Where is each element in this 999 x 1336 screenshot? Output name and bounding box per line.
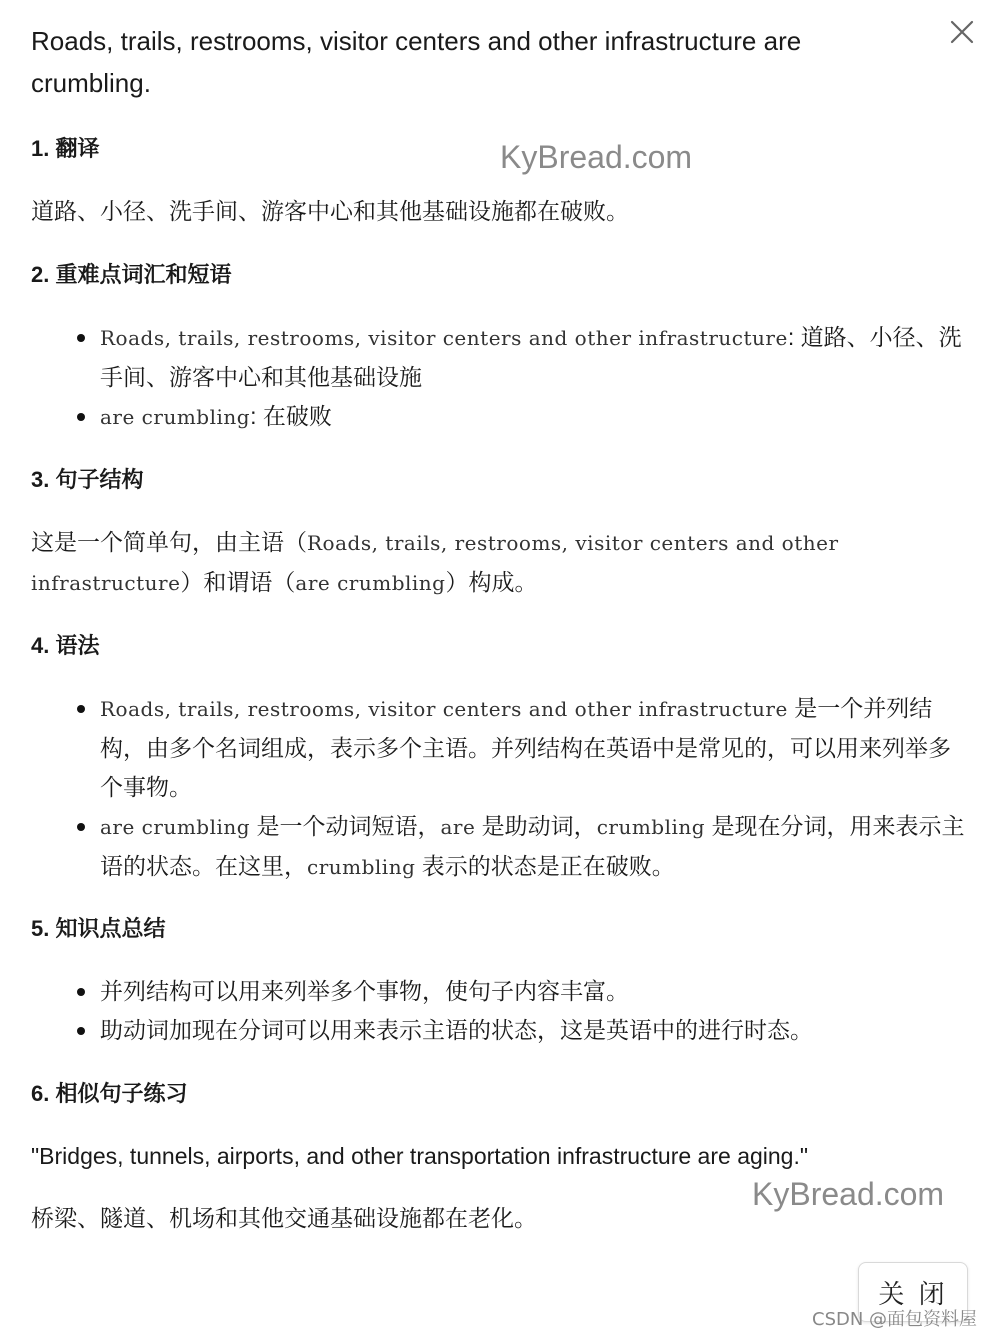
vocab-meaning: 道路、小径、洗手间、游客中心和其他基础设施 [100, 324, 962, 390]
dialog-title: Roads, trails, restrooms, visitor centers and other infrastructure are crumbling. [31, 26, 802, 98]
structure-part: 这是一个简单句，由主语（ [31, 529, 307, 555]
section-heading-practice: 6. 相似句子练习 [31, 1081, 188, 1106]
list-item [31, 689, 971, 807]
section-heading-summary: 5. 知识点总结 [31, 916, 166, 941]
section-heading-structure: 3. 句子结构 [31, 467, 144, 492]
section-heading-grammar: 4. 语法 [31, 633, 100, 658]
section-heading-vocabulary: 2. 重难点词汇和短语 [31, 262, 232, 287]
grammar-text: 是一个并列结构，由多个名词组成，表示多个主语。并列结构在英语中是常见的，可以用来列举多个事物。 [100, 695, 951, 800]
grammar-code: are crumbling [100, 815, 251, 839]
grammar-code: crumbling [596, 815, 706, 839]
csdn-watermark: CSDN @面包资料屋 [812, 1309, 978, 1330]
grammar-code: crumbling [307, 855, 416, 879]
vocab-separator: : [787, 324, 801, 350]
grammar-code: Roads, trails, restrooms, visitor centers and other infrastructure [100, 697, 788, 721]
grammar-text: 是一个动词短语， [250, 813, 441, 839]
close-icon[interactable] [946, 16, 978, 48]
list-item [31, 318, 971, 397]
translation-text: 道路、小径、洗手间、游客中心和其他基础设施都在破败。 [31, 198, 629, 224]
close-button[interactable]: 关 闭 [858, 1262, 968, 1322]
summary-list [31, 972, 971, 1050]
grammar-text: 是现在分词，用来表示主语的状态。在这里， [100, 813, 965, 879]
watermark-top: KyBread.com [500, 139, 693, 175]
vocab-phrase: Roads, trails, restrooms, visitor centers and other infrastructure [100, 326, 788, 350]
list-item [31, 397, 971, 437]
list-item: 助动词加现在分词可以用来表示主语的状态，这是英语中的进行时态。 [31, 1011, 971, 1050]
structure-text [31, 523, 966, 603]
grammar-text: 表示的状态是正在破败。 [415, 853, 675, 879]
grammar-list [31, 689, 971, 887]
grammar-text: 是助动词， [475, 813, 597, 839]
structure-predicate: are crumbling [295, 571, 446, 595]
structure-subject: Roads, trails, restrooms, visitor centers and other infrastructure [31, 531, 839, 595]
vocab-phrase: are crumbling [100, 405, 251, 429]
vocab-separator: : [250, 403, 263, 429]
list-item: 并列结构可以用来列举多个事物，使句子内容丰富。 [31, 972, 971, 1011]
practice-translation: 桥梁、隧道、机场和其他交通基础设施都在老化。 [31, 1205, 537, 1231]
practice-example: "Bridges, tunnels, airports, and other transportation infrastructure are aging." [31, 1143, 809, 1169]
vocab-meaning: 在破败 [262, 403, 332, 429]
watermark-bottom: KyBread.com [752, 1176, 945, 1212]
section-heading-translation: 1. 翻译 [31, 136, 100, 161]
structure-part: ）和谓语（ [180, 569, 296, 595]
vocabulary-list [31, 318, 971, 437]
list-item [31, 807, 971, 887]
grammar-code: are [440, 815, 476, 839]
structure-part: ）构成。 [445, 569, 538, 595]
